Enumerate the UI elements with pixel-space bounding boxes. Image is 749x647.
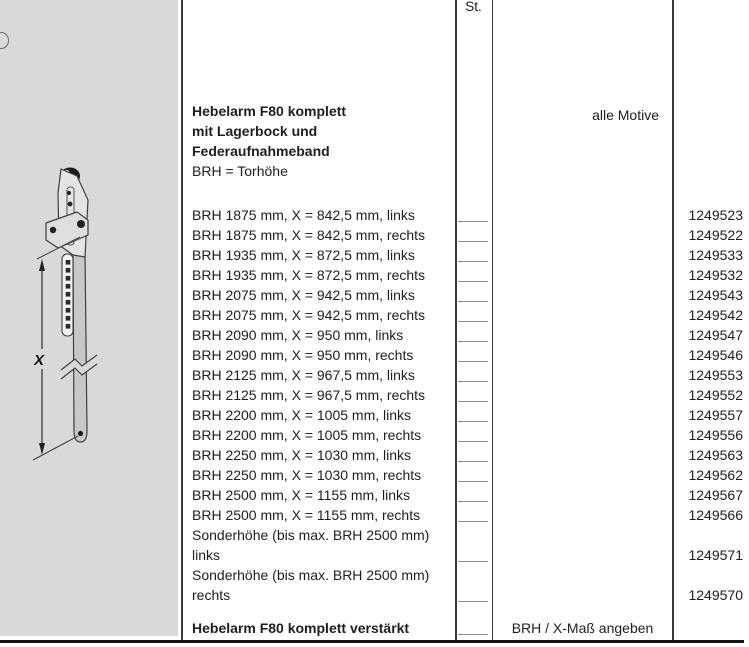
quantity-column-header: St. — [465, 0, 482, 14]
row-description: BRH 2500 mm, X = 1155 mm, rechts — [192, 507, 421, 523]
product-title-line1: Hebelarm F80 komplett — [192, 103, 347, 119]
table-row — [0, 465, 749, 485]
quantity-blank-line — [458, 601, 488, 602]
table-row — [0, 325, 749, 345]
part-number: 1249522 — [688, 227, 743, 243]
part-number: 1249563 — [688, 447, 743, 463]
row-description: BRH 2500 mm, X = 1155 mm, links — [192, 487, 410, 503]
reinforced-variant-note: BRH / X-Maß angeben — [511, 620, 654, 636]
reinforced-variant-row — [0, 618, 749, 638]
quantity-blank-line — [458, 481, 488, 482]
row-description: rechts — [192, 587, 231, 603]
motif-note: alle Motive — [592, 107, 659, 123]
part-number: 1249523 — [688, 207, 743, 223]
row-description: BRH 2125 mm, X = 967,5 mm, rechts — [192, 387, 426, 403]
table-row — [0, 385, 749, 405]
row-description: BRH 2200 mm, X = 1005 mm, links — [192, 407, 412, 423]
table-row — [0, 205, 749, 225]
row-description: BRH 1875 mm, X = 842,5 mm, rechts — [192, 227, 426, 243]
table-row — [0, 225, 749, 245]
quantity-blank-line — [458, 521, 488, 522]
row-description: Sonderhöhe (bis max. BRH 2500 mm) — [192, 567, 430, 583]
table-bottom-rule — [0, 640, 744, 643]
table-row — [0, 265, 749, 285]
table-row — [0, 345, 749, 365]
product-title-line2: mit Lagerbock und — [192, 123, 318, 139]
table-row — [0, 445, 749, 465]
part-number: 1249543 — [688, 287, 743, 303]
part-number: 1249557 — [688, 407, 743, 423]
row-description: BRH 1935 mm, X = 872,5 mm, rechts — [192, 267, 426, 283]
row-description: BRH 2090 mm, X = 950 mm, links — [192, 327, 404, 343]
part-number: 1249553 — [688, 367, 743, 383]
table-row — [0, 245, 749, 265]
table-row — [0, 285, 749, 305]
quantity-blank-line — [458, 634, 488, 635]
quantity-blank-line — [458, 561, 488, 562]
quantity-blank-line — [458, 261, 488, 262]
quantity-blank-line — [458, 441, 488, 442]
part-number: 1249567 — [688, 487, 743, 503]
quantity-blank-line — [458, 461, 488, 462]
table-row — [0, 565, 749, 585]
table-row — [0, 545, 749, 565]
part-number: 1249546 — [688, 347, 743, 363]
quantity-blank-line — [458, 501, 488, 502]
row-description: BRH 1935 mm, X = 872,5 mm, links — [192, 247, 415, 263]
row-description: BRH 1875 mm, X = 842,5 mm, links — [192, 207, 415, 223]
part-number: 1249570 — [688, 587, 743, 603]
row-description: BRH 2075 mm, X = 942,5 mm, links — [192, 287, 415, 303]
row-description: links — [192, 547, 221, 563]
row-description: BRH 2125 mm, X = 967,5 mm, links — [192, 367, 415, 383]
table-row — [0, 525, 749, 545]
part-number: 1249556 — [688, 427, 743, 443]
table-row — [0, 425, 749, 445]
quantity-blank-line — [458, 241, 488, 242]
quantity-blank-line — [458, 381, 488, 382]
dimension-label: X — [34, 352, 45, 369]
quantity-blank-line — [458, 421, 488, 422]
table-row — [0, 585, 749, 605]
part-number: 1249542 — [688, 307, 743, 323]
quantity-blank-line — [458, 401, 488, 402]
row-description: BRH 2250 mm, X = 1030 mm, rechts — [192, 467, 422, 483]
part-number: 1249566 — [688, 507, 743, 523]
row-description: Sonderhöhe (bis max. BRH 2500 mm) — [192, 527, 430, 543]
product-subtitle: BRH = Torhöhe — [192, 163, 288, 179]
quantity-blank-line — [458, 301, 488, 302]
part-number: 1249552 — [688, 387, 743, 403]
quantity-blank-line — [458, 281, 488, 282]
row-description: BRH 2200 mm, X = 1005 mm, rechts — [192, 427, 422, 443]
product-heading — [192, 101, 346, 181]
quantity-blank-line — [458, 321, 488, 322]
part-number: 1249533 — [688, 247, 743, 263]
page-edge-mark — [0, 32, 9, 49]
part-number: 1249532 — [688, 267, 743, 283]
part-number: 1249547 — [688, 327, 743, 343]
part-number: 1249562 — [688, 467, 743, 483]
table-row — [0, 305, 749, 325]
quantity-blank-line — [458, 221, 488, 222]
table-row — [0, 365, 749, 385]
table-row — [0, 485, 749, 505]
product-title-line3: Federaufnahmeband — [192, 143, 330, 159]
quantity-blank-line — [458, 361, 488, 362]
row-description: BRH 2075 mm, X = 942,5 mm, rechts — [192, 307, 426, 323]
table-row — [0, 505, 749, 525]
reinforced-variant-label: Hebelarm F80 komplett verstärkt — [192, 620, 410, 636]
row-description: BRH 2090 mm, X = 950 mm, rechts — [192, 347, 414, 363]
part-number: 1249571 — [688, 547, 743, 563]
quantity-blank-line — [458, 341, 488, 342]
table-row — [0, 405, 749, 425]
row-description: BRH 2250 mm, X = 1030 mm, links — [192, 447, 412, 463]
